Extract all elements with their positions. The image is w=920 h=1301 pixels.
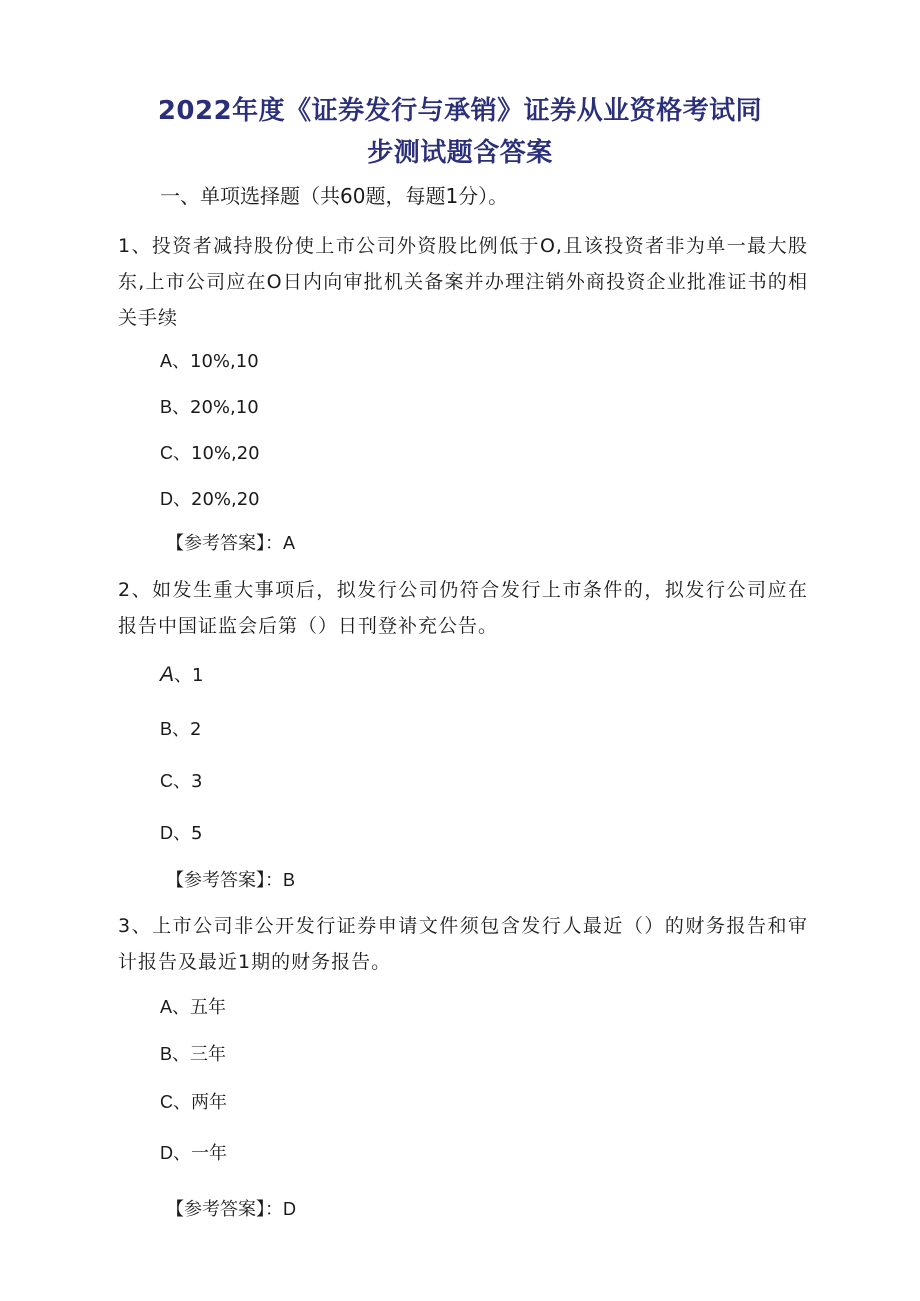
question-3-option-b: B、三年 <box>160 1044 227 1065</box>
question-3-option-c: C、两年 <box>160 1092 227 1113</box>
question-1-option-a: A、10%,10 <box>160 351 259 372</box>
question-1-stem: 1、投资者减持股份使上市公司外资股比例低于O,且该投资者非为单一最大股东,上市公司应在O日内向审批机关备案并办理注销外商投资企业批准证书的相关手续 <box>118 235 808 329</box>
question-1-option-d: D、20%,20 <box>160 489 260 510</box>
document-title-line-1: 2022年度《证券发行与承销》证券从业资格考试同 <box>157 96 763 126</box>
question-1-option-c: C、10%,20 <box>160 443 260 464</box>
question-3-option-d: D、一年 <box>160 1143 227 1164</box>
question-2-option-c: C、3 <box>160 771 203 792</box>
question-3-option-a: A、五年 <box>160 997 227 1018</box>
question-1-answer: 【参考答案】：A <box>166 533 296 554</box>
section-heading: 一、单项选择题（共60题，每题1分）。 <box>160 184 509 208</box>
question-2-option-b: B、2 <box>160 719 202 740</box>
question-1-option-b: B、20%,10 <box>160 397 259 418</box>
question-2-answer: 【参考答案】：B <box>166 870 296 891</box>
question-3-stem: 3、上市公司非公开发行证券申请文件须包含发行人最近（）的财务报告和审计报告及最近1期的财务报告。 <box>118 915 808 973</box>
document-title-line-2: 步测试题含答案 <box>367 138 553 168</box>
question-3-answer: 【参考答案】：D <box>166 1199 296 1220</box>
question-2-option-a: A、1 <box>160 663 204 686</box>
question-2-option-d: D、5 <box>160 823 203 844</box>
question-2-stem: 2、如发生重大事项后，拟发行公司仍符合发行上市条件的，拟发行公司应在报告中国证监会后第（）日刊登补充公告。 <box>118 579 808 637</box>
